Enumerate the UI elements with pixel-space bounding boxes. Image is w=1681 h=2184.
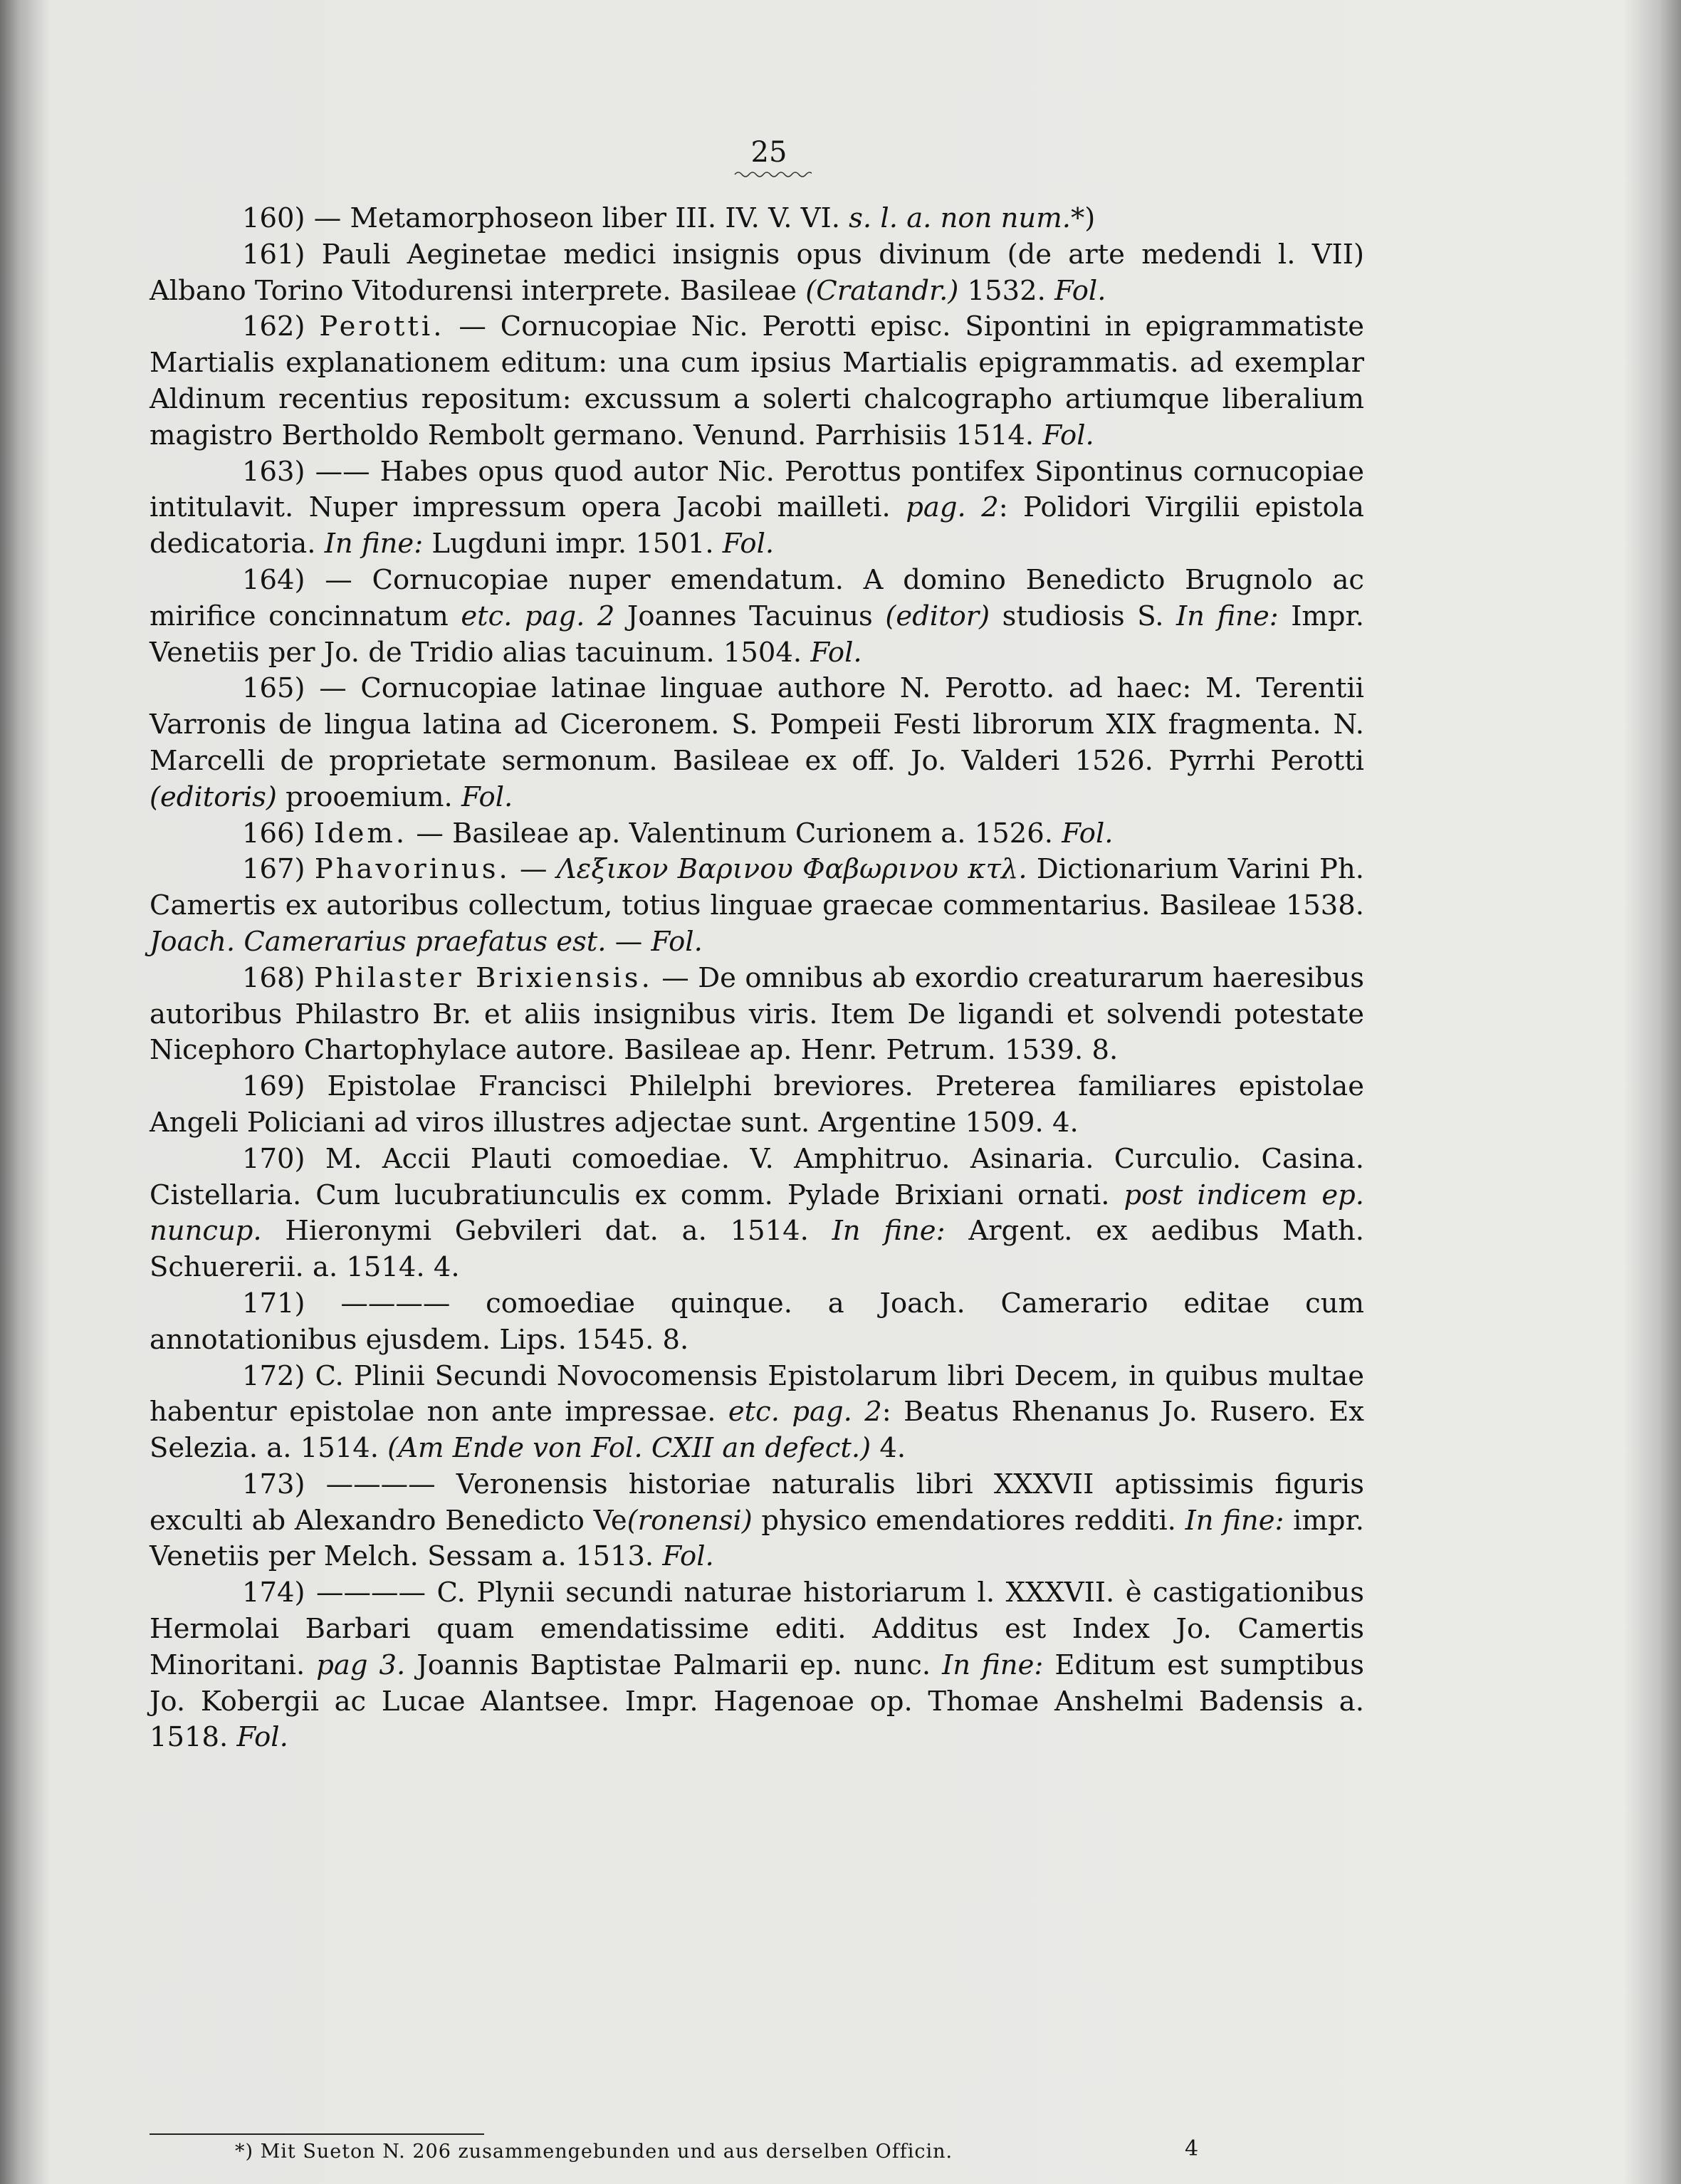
entry [150,1141,1364,1286]
entry-text: physico emendatiores redditi. [752,1504,1185,1537]
entry-text: 160) — Metamorphoseon liber III. IV. V. VI. [242,202,849,234]
italic-text: Fol. [651,925,703,958]
entry [150,1359,1364,1467]
spaced-name: Phavorinus. [314,853,510,886]
italic-text: Fol. [461,780,513,813]
entry-text: — [606,925,651,958]
entry-text: 167) [242,853,315,886]
entry-text: Lugduni impr. 1501. [423,528,723,560]
italic-text: etc. pag. 2 [728,1396,882,1428]
entry-text: Joannes Tacuinus [614,600,886,632]
entry-text: prooemium. [276,780,461,813]
entry [150,671,1364,815]
entry-text: 172) C. Plinii Secundi Novocomensis Epistolarum libri Decem, in quibus multae habentur epistolae non ante impressae. [150,1359,1364,1428]
entry [150,1575,1364,1756]
entry [150,1286,1364,1359]
entry-text: : Beatus Rhenanus Jo. Rusero. Ex Selezia. a. 1514. [150,1396,1364,1465]
entry [150,201,1364,237]
italic-text: Fol. [662,1540,714,1573]
entry [150,961,1364,1069]
entry-text: 171) ———— comoediae quinque. a Joach. Camerario editae cum annotationibus ejusdem. Lips. 1545. 8. [150,1287,1364,1356]
entry [150,237,1364,310]
entry-text: — Basileae ap. Valentinum Curionem a. 1526. [407,817,1062,850]
entry-text: 169) Epistolae Francisci Philelphi breviores. Preterea familiares epistolae Angeli Policiani ad viros illustres adjectae sunt. Argentine 1509. 4. [150,1070,1364,1139]
italic-text: Fol. [810,636,862,669]
entry-text: : Polidori Virgilii epistola dedicatoria. [150,491,1365,560]
italic-text: (ronensi) [627,1504,753,1537]
entry-text: 174) ———— C. Plynii secundi naturae historiarum l. XXXVII. è castigationibus Hermolai Barbari quam emendatissime editi. Additus est Index Jo. Camertis Minoritani. [150,1577,1364,1681]
entry-text: 1532. [958,274,1055,307]
italic-text: s. l. a. non num. [849,202,1071,234]
entry [150,309,1364,454]
entry-text: — De omnibus ab exordio creaturarum haeresibus autoribus Philastro Br. et aliis insignibus viris. Item De ligandi et solvendi potestate Nicephoro Chartophylace autore. Basileae ap. Henr. Petrum. 1539. 8. [150,961,1364,1067]
spaced-name: Idem. [313,817,408,850]
italic-text: etc. pag. 2 [461,600,615,632]
entry [150,816,1364,852]
signature-mark: 4 [1185,2136,1199,2161]
entry-text: 173) ———— Veronensis historiae naturalis libri XXXVII aptissimis figuris exculti ab Alexandro Benedicto Ve [150,1468,1364,1537]
italic-text: Fol. [1054,274,1106,307]
italic-text: (Cratandr.) [805,274,959,307]
italic-text: (editoris) [150,780,277,813]
entry-text: Impr. Venetiis per Jo. de Tridio alias tacuinum. 1504. [150,600,1364,669]
italic-text: In fine: [324,528,424,560]
spaced-name: Philaster Brixiensis. [313,961,653,994]
italic-text: Fol. [1062,817,1114,850]
entry-text: Dictionarium Varini Ph. Camertis ex autoribus collectum, totius linguae graecae commentarius. Basileae 1538. [150,853,1364,922]
entry-text: 164) — Cornucopiae nuper emendatum. A domino Benedicto Brugnolo ac mirifice concinnatum [150,563,1364,632]
page-number-ornament [733,169,812,179]
entry-text: — Cornucopiae Nic. Perotti episc. Sipontini in epigrammatiste Martialis explanationem editum: una cum ipsius Martialis epigrammatis. ad exemplar Aldinum recentius repositum: excussum a solerti chalcographo artiumque liberalium magistro Bertholdo Rembolt germano. Venund. Parrhisiis 1514. [150,310,1364,451]
italic-text: Fol. [236,1721,288,1754]
entry-text: Joannis Baptistae Palmarii ep. nunc. [405,1649,943,1681]
entry-text: 162) [242,310,320,343]
italic-text: Fol. [722,528,775,560]
entry [150,852,1364,960]
entry [150,563,1364,671]
entry-text: impr. Venetiis per Melch. Sessam a. 1513. [150,1504,1364,1573]
entry-text: — [510,853,557,886]
entry [150,454,1364,563]
entry-text: Hieronymi Gebvileri dat. a. 1514. [261,1215,832,1248]
entry-text: 161) Pauli Aeginetae medici insignis opus divinum (de arte medendi l. VII) Albano Torino Vitodurensi interprete. Basileae [150,238,1364,307]
italic-text: Fol. [1042,419,1094,451]
footnote: *) Mit Sueton N. 206 zusammengebunden und aus derselben Officin. [235,2141,953,2163]
italic-text: (editor) [885,600,990,632]
entry-text: studiosis S. [990,600,1176,632]
bibliography-entries [150,201,1364,1756]
entry-text: Argent. ex aedibus Math. Schuererii. a. 1514. 4. [150,1215,1364,1284]
italic-text: Joach. Camerarius praefatus est. [150,925,607,958]
italic-text: In fine: [1175,600,1279,632]
italic-text: post indicem ep. nuncup. [150,1179,1364,1248]
page-number: 25 [750,136,787,169]
entry-text: 168) [242,961,314,994]
entry-text: Editum est sumptibus Jo. Kobergii ac Lucae Alantsee. Impr. Hagenoae op. Thomae Anshelmi Badensis a. 1518. [150,1649,1364,1754]
entry [150,1467,1364,1575]
italic-text: pag 3. [316,1649,406,1681]
entry-text: 4. [871,1432,906,1465]
italic-text: In fine: [1185,1504,1284,1537]
spaced-name: Perotti. [319,310,445,343]
italic-text: pag. 2 [906,491,999,524]
entry [150,1069,1364,1141]
entry-text: *) [1070,202,1096,234]
entry-text: 166) [242,817,314,850]
italic-text: Λεξικον Βαρινου Φαβωρινου κτλ. [556,853,1027,886]
binding-gutter [0,0,50,2184]
italic-text: In fine: [942,1649,1044,1681]
entry-text: 165) — Cornucopiae latinae linguae authore N. Perotto. ad haec: M. Terentii Varronis de lingua latina ad Ciceronem. S. Pompeii Festi librorum XIX fragmenta. N. Marcelli de proprietate sermonum. Basileae ex off. Jo. Valderi 1526. Pyrrhi Perotti [150,672,1364,777]
italic-text: In fine: [832,1215,946,1248]
entry-text: 163) —— Habes opus quod autor Nic. Perottus pontifex Sipontinus cornucopiae intitulavit. Nuper impressum opera Jacobi mailleti. [150,455,1364,524]
footnote-rule [150,2133,484,2135]
italic-text: (Am Ende von Fol. CXII an defect.) [387,1432,871,1465]
entry-text: 170) M. Accii Plauti comoediae. V. Amphitruo. Asinaria. Curculio. Casina. Cistellaria. Cum lucubratiunculis ex comm. Pylade Brixiani ornati. [150,1142,1364,1211]
